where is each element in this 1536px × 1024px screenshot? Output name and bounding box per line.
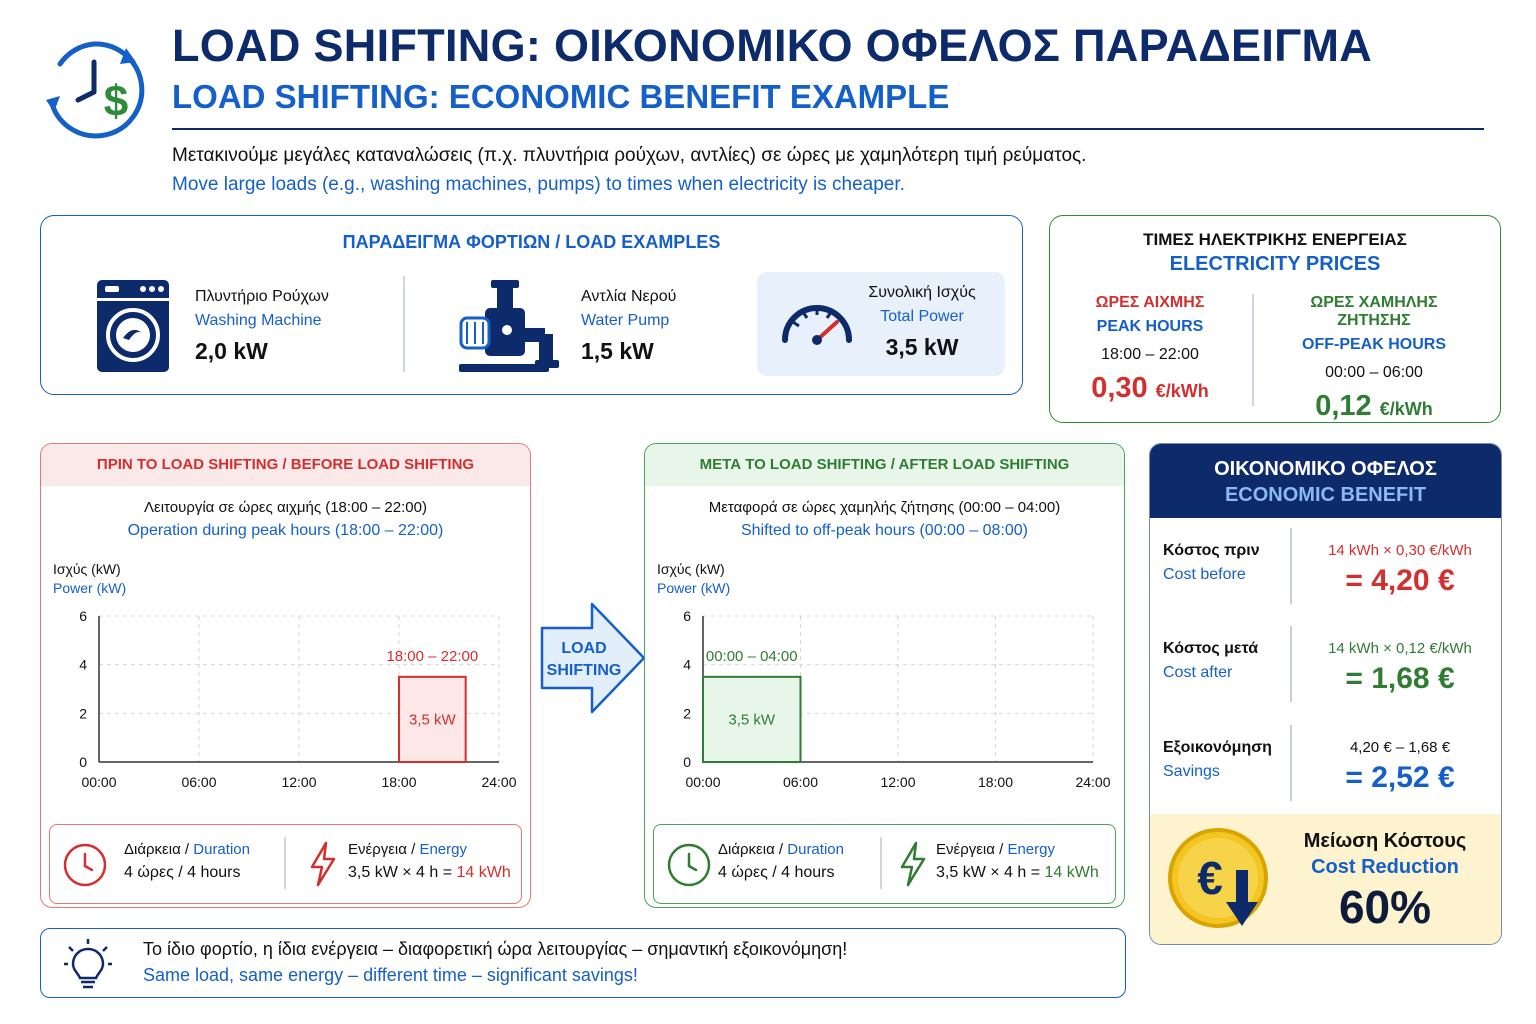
energy-label-greek: Ενέργεια / xyxy=(348,841,416,858)
after-subtitle-greek: Μεταφορά σε ώρες χαμηλής ζήτησης (00:00 – 04:00) xyxy=(708,499,1061,516)
stats-divider xyxy=(880,837,882,889)
bar-value-label: 3,5 kW xyxy=(408,711,456,729)
arrow-label-line2: SHIFTING xyxy=(546,662,622,679)
row-divider xyxy=(1290,725,1292,801)
energy-value xyxy=(348,864,511,882)
before-subtitle-english: Operation during peak hours (18:00 – 22:00) xyxy=(127,522,444,539)
load-label-greek: Συνολική Ισχύς xyxy=(868,284,976,301)
after-heading: ΜΕΤΑ ΤΟ LOAD SHIFTING / AFTER LOAD SHIFTING xyxy=(645,444,1124,486)
benefit-title-greek: ΟΙΚΟΝΟΜΙΚΟ ΟΦΕΛΟΣ xyxy=(1214,458,1437,480)
euro-coin-down-arrow-icon xyxy=(1166,826,1278,936)
after-subtitle-english: Shifted to off-peak hours (00:00 – 08:00) xyxy=(740,522,1028,539)
load-power-value: 2,0 kW xyxy=(195,338,268,364)
cost-after-row xyxy=(1150,626,1501,716)
load-label-greek: Αντλία Νερού xyxy=(581,288,677,305)
row-label-english: Savings xyxy=(1163,763,1220,780)
header-divider xyxy=(172,128,1484,130)
load-item-total-power xyxy=(757,272,1005,376)
economic-benefit-panel xyxy=(1149,443,1502,945)
intro-text-greek: Μετακινούμε μεγάλες καταναλώσεις (π.χ. πλυντήρια ρούχων, αντλίες) σε ώρες με χαμηλότερη τιμή ρεύματος. xyxy=(172,145,1087,166)
y-axis-label-english: Power (kW) xyxy=(53,580,127,596)
energy-result: 14 kWh xyxy=(456,864,511,881)
prices-title-english: ELECTRICITY PRICES xyxy=(1169,253,1381,275)
duration-value: 4 ώρες / 4 hours xyxy=(124,864,241,881)
after-stats-box xyxy=(653,824,1116,904)
prices-title-greek: ΤΙΜΕΣ ΗΛΕΚΤΡΙΚΗΣ ΕΝΕΡΓΕΙΑΣ xyxy=(1143,230,1407,249)
after-load-shifting-panel xyxy=(644,443,1125,908)
load-examples-panel xyxy=(40,215,1023,395)
lightning-icon xyxy=(898,841,928,887)
energy-formula: 3,5 kW × 4 h = xyxy=(936,864,1045,881)
row-calculation: 4,20 € – 1,68 € xyxy=(1349,739,1451,756)
y-axis-label-english: Power (kW) xyxy=(657,580,731,596)
load-label-english: Total Power xyxy=(880,308,964,325)
row-calculation: 14 kWh × 0,12 €/kWh xyxy=(1328,640,1472,657)
bar-time-annotation: 18:00 – 22:00 xyxy=(386,647,479,665)
load-shifting-label xyxy=(540,638,628,682)
peak-label-english: PEAK HOURS xyxy=(1096,318,1204,335)
duration-label xyxy=(124,841,250,858)
duration-value: 4 ώρες / 4 hours xyxy=(718,864,835,881)
x-tick-label: 24:00 xyxy=(1075,774,1111,790)
row-calculation: 14 kWh × 0,30 €/kWh xyxy=(1328,542,1472,559)
duration-label-greek: Διάρκεια / xyxy=(718,841,784,858)
intro-text-english: Move large loads (e.g., washing machines, pumps) to times when electricity is cheaper. xyxy=(172,174,905,195)
y-tick-label: 6 xyxy=(79,608,87,624)
bar-time-annotation: 00:00 – 04:00 xyxy=(705,647,798,665)
y-axis-label-greek: Ισχύς (kW) xyxy=(53,561,121,577)
y-tick-label: 6 xyxy=(683,608,691,624)
load-examples-heading: ΠΑΡΑΔΕΙΓΜΑ ΦΟΡΤΙΩΝ / LOAD EXAMPLES xyxy=(342,232,721,252)
energy-label-english: Energy xyxy=(1007,841,1055,858)
electricity-prices-panel xyxy=(1049,215,1501,423)
y-tick-label: 2 xyxy=(683,705,691,722)
x-tick-label: 00:00 xyxy=(81,774,117,790)
offpeak-label-english: OFF-PEAK HOURS xyxy=(1302,336,1446,353)
svg-text:$: $ xyxy=(103,77,129,126)
total-power-value: 3,5 kW xyxy=(885,334,959,360)
cost-reduction-value: 60% xyxy=(1338,881,1432,933)
note-text-greek: Το ίδιο φορτίο, η ίδια ενέργεια – διαφορετική ώρα λειτουργίας – σημαντική εξοικονόμηση! xyxy=(143,939,848,959)
gauge-icon xyxy=(779,294,855,346)
x-tick-label: 18:00 xyxy=(977,774,1014,790)
after-power-chart xyxy=(645,554,1123,799)
clock-dollar-logo-icon xyxy=(38,34,150,146)
row-divider xyxy=(1290,528,1292,604)
peak-price-column xyxy=(1050,294,1250,405)
peak-price-unit: €/kWh xyxy=(1155,381,1209,401)
clock-icon xyxy=(666,842,712,888)
bar-value-label: 3,5 kW xyxy=(728,711,776,729)
load-power-value: 1,5 kW xyxy=(581,338,654,364)
before-stats-box xyxy=(49,824,522,904)
note-text-english: Same load, same energy – different time – significant savings! xyxy=(143,965,638,985)
energy-label xyxy=(936,841,1099,858)
cost-reduction-label-greek: Μείωση Κόστους xyxy=(1303,830,1467,852)
offpeak-price-value: 0,12 xyxy=(1315,390,1372,422)
summary-note xyxy=(40,928,1126,998)
page-title-english: LOAD SHIFTING: ECONOMIC BENEFIT EXAMPLE xyxy=(172,78,950,115)
energy-result: 14 kWh xyxy=(1044,864,1099,881)
x-tick-label: 06:00 xyxy=(782,774,819,790)
y-tick-label: 0 xyxy=(683,754,691,770)
benefit-title-english: ECONOMIC BENEFIT xyxy=(1224,484,1427,506)
load-shifting-arrow xyxy=(540,602,648,714)
cost-reduction-box xyxy=(1150,814,1501,945)
x-tick-label: 00:00 xyxy=(685,774,721,790)
load-label-english: Water Pump xyxy=(581,312,670,329)
x-tick-label: 12:00 xyxy=(880,774,916,790)
y-tick-label: 2 xyxy=(79,705,87,722)
energy-label xyxy=(348,841,511,858)
energy-formula: 3,5 kW × 4 h = xyxy=(348,864,457,881)
lightning-icon xyxy=(308,841,338,887)
duration-label-greek: Διάρκεια / xyxy=(124,841,190,858)
load-label-english: Washing Machine xyxy=(195,312,322,329)
peak-price-value: 0,30 xyxy=(1091,372,1148,404)
x-tick-label: 24:00 xyxy=(481,774,517,790)
offpeak-label-greek: ΩΡΕΣ ΧΑΜΗΛΗΣ ΖΗΤΗΣΗΣ xyxy=(1310,294,1438,329)
clock-icon xyxy=(62,842,108,888)
row-label-greek: Κόστος μετά xyxy=(1163,640,1259,657)
cost-before-row xyxy=(1150,528,1501,618)
row-label-greek: Κόστος πριν xyxy=(1163,542,1260,559)
duration-label xyxy=(718,841,844,858)
energy-value xyxy=(936,864,1099,882)
load-item-water-pump xyxy=(455,276,755,380)
peak-time-range: 18:00 – 22:00 xyxy=(1101,346,1199,363)
prices-divider xyxy=(1252,294,1254,406)
duration-label-english: Duration xyxy=(787,841,844,858)
stats-divider xyxy=(284,837,286,889)
y-tick-label: 4 xyxy=(79,656,87,673)
offpeak-price-column xyxy=(1274,294,1474,423)
washing-machine-icon xyxy=(95,278,171,374)
row-result: = 2,52 € xyxy=(1345,761,1455,794)
peak-price xyxy=(1050,372,1250,405)
benefit-header xyxy=(1150,444,1501,518)
y-axis-label-greek: Ισχύς (kW) xyxy=(657,561,725,577)
peak-label-greek: ΩΡΕΣ ΑΙΧΜΗΣ xyxy=(1095,294,1205,311)
before-heading: ΠΡΙΝ ΤΟ LOAD SHIFTING / BEFORE LOAD SHIFTING xyxy=(41,444,530,486)
y-tick-label: 4 xyxy=(683,656,691,673)
before-power-chart xyxy=(41,554,529,799)
row-divider xyxy=(1290,626,1292,702)
lightbulb-icon xyxy=(63,937,113,991)
row-label-english: Cost after xyxy=(1163,664,1233,681)
energy-label-greek: Ενέργεια / xyxy=(936,841,1004,858)
row-result: = 4,20 € xyxy=(1345,564,1455,597)
row-label-english: Cost before xyxy=(1163,566,1246,583)
page-title-greek: LOAD SHIFTING: ΟΙΚΟΝΟΜΙΚΟ ΟΦΕΛΟΣ ΠΑΡΑΔΕΙΓΜΑ xyxy=(172,20,1373,71)
x-tick-label: 12:00 xyxy=(281,774,317,790)
load-item-washing-machine xyxy=(95,276,395,380)
coin-symbol: € xyxy=(1197,852,1223,904)
cost-reduction-label-english: Cost Reduction xyxy=(1311,856,1459,878)
x-tick-label: 06:00 xyxy=(181,774,217,790)
energy-label-english: Energy xyxy=(419,841,467,858)
offpeak-time-range: 00:00 – 06:00 xyxy=(1325,364,1423,381)
row-label-greek: Εξοικονόμηση xyxy=(1163,739,1272,756)
x-tick-label: 18:00 xyxy=(381,774,417,790)
offpeak-price-unit: €/kWh xyxy=(1379,399,1433,419)
before-load-shifting-panel xyxy=(40,443,531,908)
load-divider xyxy=(403,276,405,372)
load-label-greek: Πλυντήριο Ρούχων xyxy=(195,288,329,305)
duration-label-english: Duration xyxy=(193,841,250,858)
before-subtitle-greek: Λειτουργία σε ώρες αιχμής (18:00 – 22:00) xyxy=(144,499,427,516)
row-result: = 1,68 € xyxy=(1345,662,1455,695)
offpeak-price xyxy=(1274,390,1474,423)
water-pump-icon xyxy=(455,278,561,374)
arrow-label-line1: LOAD xyxy=(561,640,607,657)
y-tick-label: 0 xyxy=(79,754,87,770)
savings-row xyxy=(1150,725,1501,815)
